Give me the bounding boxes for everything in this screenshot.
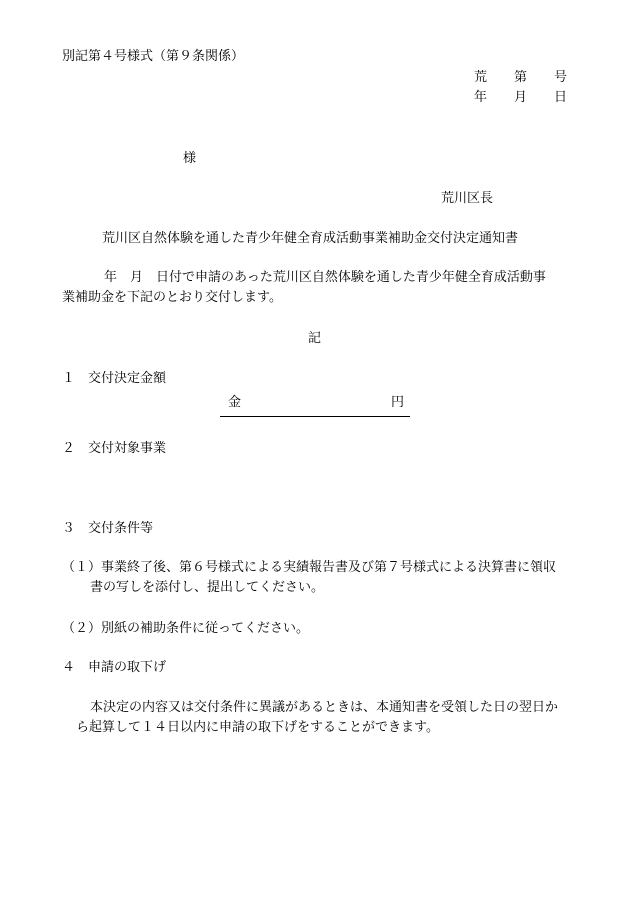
condition-1-line-2: 書の写しを添付し、提出してください。 [90, 580, 325, 595]
withdrawal-line-1: 本決定の内容又は交付条件に異議があるときは、本通知書を受領した日の翌日か [90, 700, 559, 715]
date-month-label: 月 [514, 90, 528, 105]
intro-line-2: 業補助金を下記のとおり交付します。 [62, 290, 282, 305]
condition-1-line-1: （１）事業終了後、第６号様式による実績報告書及び第７号様式による決算書に領収 [62, 560, 557, 575]
intro-line-1: 年 月 日付で申請のあった荒川区自然体験を通した青少年健全育成活動事 [104, 270, 546, 285]
section-2-heading: ２ 交付対象事業 [62, 441, 167, 456]
section-3-heading: ３ 交付条件等 [62, 521, 154, 536]
section-1-heading: １ 交付決定金額 [62, 371, 167, 386]
reference-prefix: 荒 [474, 70, 488, 85]
addressee-suffix: 様 [183, 151, 197, 166]
reference-dai: 第 [514, 70, 528, 85]
issuer-name: 荒川区長 [441, 191, 494, 206]
amount-suffix: 円 [391, 395, 405, 410]
condition-2: （２）別紙の補助条件に従ってください。 [62, 621, 310, 636]
ki-heading: 記 [308, 331, 322, 346]
date-day-label: 日 [554, 90, 568, 105]
withdrawal-line-2: ら起算して１４日以内に申請の取下げをすることができます。 [76, 720, 439, 735]
amount-prefix: 金 [228, 395, 242, 410]
amount-underline [220, 416, 410, 417]
form-number: 別記第４号様式（第９条関係） [62, 49, 245, 64]
date-year-label: 年 [474, 90, 488, 105]
section-4-heading: ４ 申請の取下げ [62, 660, 167, 675]
reference-go: 号 [554, 70, 568, 85]
document-title: 荒川区自然体験を通した青少年健全育成活動事業補助金交付決定通知書 [102, 231, 519, 246]
